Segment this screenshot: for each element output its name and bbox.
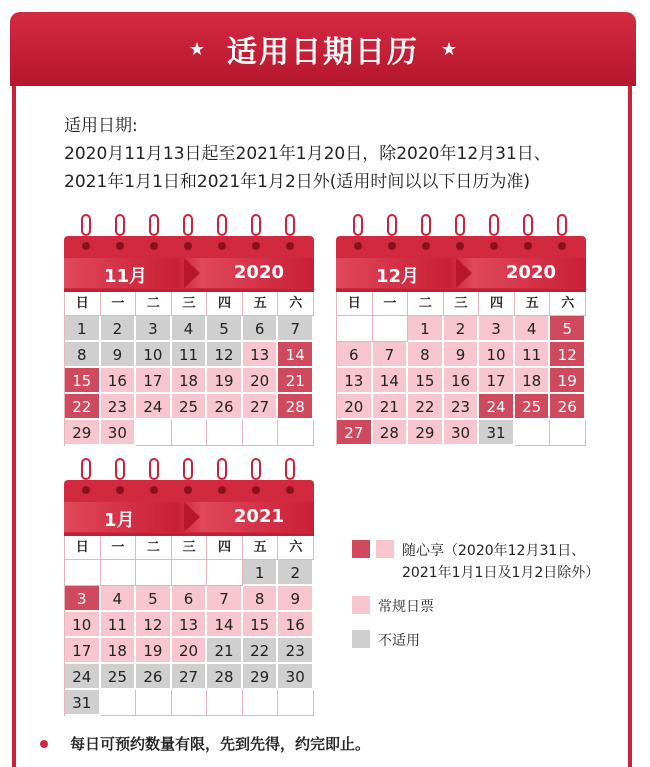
- intro-heading: 适用日期:: [64, 116, 138, 136]
- weekday-header: 四: [479, 292, 515, 316]
- weekday-header: 二: [136, 292, 172, 316]
- weekday-header: 六: [278, 292, 314, 316]
- empty-day-cell: [243, 420, 279, 446]
- binder-ring-icon: [149, 458, 159, 480]
- weekday-header: 三: [444, 292, 480, 316]
- day-cell: 28: [373, 420, 409, 446]
- empty-day-cell: [515, 420, 551, 446]
- day-cell: 22: [408, 394, 444, 420]
- binder-ring-icon: [489, 214, 499, 236]
- legend-label-line: 随心享（2020年12月31日、: [402, 543, 586, 559]
- weekday-header: 日: [65, 292, 101, 316]
- binder-hole: [116, 242, 124, 250]
- legend-item-regular: [352, 596, 642, 618]
- calendar-year: 2021: [233, 506, 284, 527]
- binder-hole: [354, 242, 362, 250]
- day-cell: 3: [136, 316, 172, 342]
- day-cell: 19: [207, 368, 243, 394]
- day-cell: 14: [207, 612, 243, 638]
- day-cell: 6: [243, 316, 279, 342]
- day-cell: 2: [444, 316, 480, 342]
- day-cell: 22: [243, 638, 279, 664]
- day-cell: 29: [408, 420, 444, 446]
- empty-day-cell: [550, 420, 586, 446]
- day-cell: 18: [172, 368, 208, 394]
- binder-hole: [82, 486, 90, 494]
- star-icon: ★: [441, 38, 458, 60]
- calendar-grid: [64, 292, 314, 446]
- binder-ring-icon: [115, 458, 125, 480]
- empty-day-cell: [207, 560, 243, 586]
- legend-label: 常规日票: [378, 599, 434, 615]
- binder-ring-icon: [183, 214, 193, 236]
- intro-line: 2021年1月1日和2021年1月2日外(适用时间以以下日历为准): [64, 172, 531, 192]
- day-cell: 20: [243, 368, 279, 394]
- day-cell: 7: [373, 342, 409, 368]
- day-cell: 18: [515, 368, 551, 394]
- binder-hole: [490, 242, 498, 250]
- day-cell: 12: [550, 342, 586, 368]
- day-cell: 28: [207, 664, 243, 690]
- empty-day-cell: [136, 560, 172, 586]
- legend-label: 不适用: [378, 633, 420, 649]
- binder-ring-icon: [183, 458, 193, 480]
- binder-ring-icon: [557, 214, 567, 236]
- empty-day-cell: [337, 316, 373, 342]
- day-cell: 14: [278, 342, 314, 368]
- day-cell: 9: [101, 342, 137, 368]
- day-cell: 6: [172, 586, 208, 612]
- day-cell: 24: [136, 394, 172, 420]
- legend: [352, 540, 642, 664]
- day-cell: 21: [278, 368, 314, 394]
- binder-hole: [82, 242, 90, 250]
- day-cell: 7: [278, 316, 314, 342]
- day-cell: 5: [550, 316, 586, 342]
- day-cell: 11: [515, 342, 551, 368]
- day-cell: 16: [444, 368, 480, 394]
- day-cell: 9: [278, 586, 314, 612]
- binder-ring-icon: [285, 214, 295, 236]
- day-cell: 17: [479, 368, 515, 394]
- calendar-year: 2020: [233, 262, 284, 283]
- binder-ring-icon: [387, 214, 397, 236]
- weekday-header: 日: [337, 292, 373, 316]
- weekday-header: 二: [408, 292, 444, 316]
- day-cell: 30: [101, 420, 137, 446]
- empty-day-cell: [172, 690, 208, 716]
- day-cell: 15: [65, 368, 101, 394]
- calendar-month: 11月: [104, 266, 148, 287]
- weekday-header: 日: [65, 536, 101, 560]
- calendar-november-2020: [64, 214, 314, 446]
- binder-hole: [218, 242, 226, 250]
- empty-day-cell: [172, 560, 208, 586]
- legend-swatch-red: [352, 540, 370, 558]
- day-cell: 23: [101, 394, 137, 420]
- calendar-rings: [64, 458, 314, 480]
- binder-ring-icon: [353, 214, 363, 236]
- empty-day-cell: [172, 420, 208, 446]
- calendar-header: [64, 480, 314, 536]
- day-cell: 17: [65, 638, 101, 664]
- day-cell: 1: [243, 560, 279, 586]
- day-cell: 16: [101, 368, 137, 394]
- empty-day-cell: [101, 690, 137, 716]
- day-cell: 11: [101, 612, 137, 638]
- day-cell: 29: [243, 664, 279, 690]
- day-cell: 8: [408, 342, 444, 368]
- day-cell: 20: [337, 394, 373, 420]
- binder-hole: [184, 242, 192, 250]
- binder-ring-icon: [455, 214, 465, 236]
- weekday-header: 四: [207, 292, 243, 316]
- title-banner: [10, 12, 636, 86]
- day-cell: 19: [550, 368, 586, 394]
- bullet-icon: [40, 740, 48, 748]
- day-cell: 14: [373, 368, 409, 394]
- star-icon: ★: [188, 38, 205, 60]
- empty-day-cell: [136, 690, 172, 716]
- day-cell: 6: [337, 342, 373, 368]
- day-cell: 3: [479, 316, 515, 342]
- binder-hole: [252, 242, 260, 250]
- empty-day-cell: [136, 420, 172, 446]
- binder-hole: [150, 242, 158, 250]
- binder-hole: [286, 242, 294, 250]
- weekday-header: 一: [101, 292, 137, 316]
- calendar-year: 2020: [505, 262, 556, 283]
- calendar-header: [336, 236, 586, 292]
- ribbon-arrow-icon: [184, 502, 200, 532]
- empty-day-cell: [278, 690, 314, 716]
- day-cell: 3: [65, 586, 101, 612]
- empty-day-cell: [65, 560, 101, 586]
- day-cell: 30: [278, 664, 314, 690]
- empty-day-cell: [207, 690, 243, 716]
- day-cell: 4: [172, 316, 208, 342]
- day-cell: 17: [136, 368, 172, 394]
- weekday-header: 四: [207, 536, 243, 560]
- binder-ring-icon: [149, 214, 159, 236]
- day-cell: 21: [373, 394, 409, 420]
- day-cell: 27: [172, 664, 208, 690]
- day-cell: 19: [136, 638, 172, 664]
- intro-line: 2020月11月13日起至2021年1月20日，除2020年12月31日、: [64, 144, 551, 164]
- binder-ring-icon: [285, 458, 295, 480]
- day-cell: 8: [65, 342, 101, 368]
- day-cell: 21: [207, 638, 243, 664]
- day-cell: 22: [65, 394, 101, 420]
- day-cell: 13: [243, 342, 279, 368]
- day-cell: 8: [243, 586, 279, 612]
- binder-hole: [150, 486, 158, 494]
- day-cell: 23: [278, 638, 314, 664]
- calendar-december-2020: [336, 214, 586, 446]
- day-cell: 16: [278, 612, 314, 638]
- ribbon-arrow-icon: [184, 258, 200, 288]
- day-cell: 31: [65, 690, 101, 716]
- day-cell: 4: [101, 586, 137, 612]
- ribbon-arrow-icon: [456, 258, 472, 288]
- day-cell: 26: [207, 394, 243, 420]
- calendar-grid: [336, 292, 586, 446]
- legend-item-na: [352, 630, 642, 652]
- day-cell: 2: [278, 560, 314, 586]
- binder-ring-icon: [421, 214, 431, 236]
- weekday-header: 一: [373, 292, 409, 316]
- day-cell: 1: [408, 316, 444, 342]
- empty-day-cell: [243, 690, 279, 716]
- day-cell: 12: [136, 612, 172, 638]
- day-cell: 28: [278, 394, 314, 420]
- binder-hole: [184, 486, 192, 494]
- binder-hole: [422, 242, 430, 250]
- legend-label-line: 2021年1月1日及1月2日除外）: [402, 565, 600, 581]
- calendar-month: 1月: [104, 510, 135, 531]
- binder-ring-icon: [217, 458, 227, 480]
- binder-ring-icon: [81, 214, 91, 236]
- day-cell: 20: [172, 638, 208, 664]
- binder-hole: [116, 486, 124, 494]
- day-cell: 29: [65, 420, 101, 446]
- binder-ring-icon: [81, 458, 91, 480]
- weekday-header: 五: [243, 292, 279, 316]
- binder-ring-icon: [217, 214, 227, 236]
- empty-day-cell: [278, 420, 314, 446]
- day-cell: 23: [444, 394, 480, 420]
- day-cell: 5: [136, 586, 172, 612]
- footnote: [40, 733, 370, 754]
- day-cell: 27: [337, 420, 373, 446]
- day-cell: 7: [207, 586, 243, 612]
- weekday-header: 六: [550, 292, 586, 316]
- day-cell: 26: [136, 664, 172, 690]
- calendar-rings: [336, 214, 586, 236]
- calendar-grid: [64, 536, 314, 716]
- binder-ring-icon: [251, 458, 261, 480]
- day-cell: 5: [207, 316, 243, 342]
- empty-day-cell: [101, 560, 137, 586]
- day-cell: 13: [172, 612, 208, 638]
- binder-ring-icon: [251, 214, 261, 236]
- day-cell: 30: [444, 420, 480, 446]
- binder-hole: [218, 486, 226, 494]
- day-cell: 15: [243, 612, 279, 638]
- calendar-rings: [64, 214, 314, 236]
- weekday-header: 三: [172, 536, 208, 560]
- binder-ring-icon: [523, 214, 533, 236]
- weekday-header: 二: [136, 536, 172, 560]
- empty-day-cell: [207, 420, 243, 446]
- day-cell: 10: [136, 342, 172, 368]
- day-cell: 10: [65, 612, 101, 638]
- day-cell: 24: [479, 394, 515, 420]
- legend-swatch-gray: [352, 630, 370, 648]
- day-cell: 11: [172, 342, 208, 368]
- weekday-header: 三: [172, 292, 208, 316]
- binder-hole: [558, 242, 566, 250]
- legend-swatch-pink: [352, 596, 370, 614]
- day-cell: 31: [479, 420, 515, 446]
- day-cell: 13: [337, 368, 373, 394]
- day-cell: 25: [515, 394, 551, 420]
- binder-hole: [252, 486, 260, 494]
- day-cell: 25: [101, 664, 137, 690]
- day-cell: 1: [65, 316, 101, 342]
- day-cell: 25: [172, 394, 208, 420]
- day-cell: 9: [444, 342, 480, 368]
- weekday-header: 六: [278, 536, 314, 560]
- calendar-january-2021: [64, 458, 314, 716]
- binder-ring-icon: [115, 214, 125, 236]
- weekday-header: 一: [101, 536, 137, 560]
- weekday-header: 五: [515, 292, 551, 316]
- day-cell: 15: [408, 368, 444, 394]
- day-cell: 4: [515, 316, 551, 342]
- binder-hole: [456, 242, 464, 250]
- empty-day-cell: [373, 316, 409, 342]
- day-cell: 26: [550, 394, 586, 420]
- day-cell: 12: [207, 342, 243, 368]
- binder-hole: [388, 242, 396, 250]
- weekday-header: 五: [243, 536, 279, 560]
- footnote-text: 每日可预约数量有限，先到先得，约完即止。: [70, 735, 371, 753]
- day-cell: 10: [479, 342, 515, 368]
- page-title: 适用日期日历: [227, 35, 419, 70]
- day-cell: 18: [101, 638, 137, 664]
- day-cell: 27: [243, 394, 279, 420]
- binder-hole: [524, 242, 532, 250]
- legend-swatch-pink: [376, 540, 394, 558]
- applicable-dates-text: [64, 112, 624, 196]
- legend-item-suixin: [352, 540, 642, 584]
- day-cell: 24: [65, 664, 101, 690]
- calendar-header: [64, 236, 314, 292]
- legend-label: [402, 540, 599, 584]
- binder-hole: [286, 486, 294, 494]
- calendar-month: 12月: [376, 266, 420, 287]
- day-cell: 2: [101, 316, 137, 342]
